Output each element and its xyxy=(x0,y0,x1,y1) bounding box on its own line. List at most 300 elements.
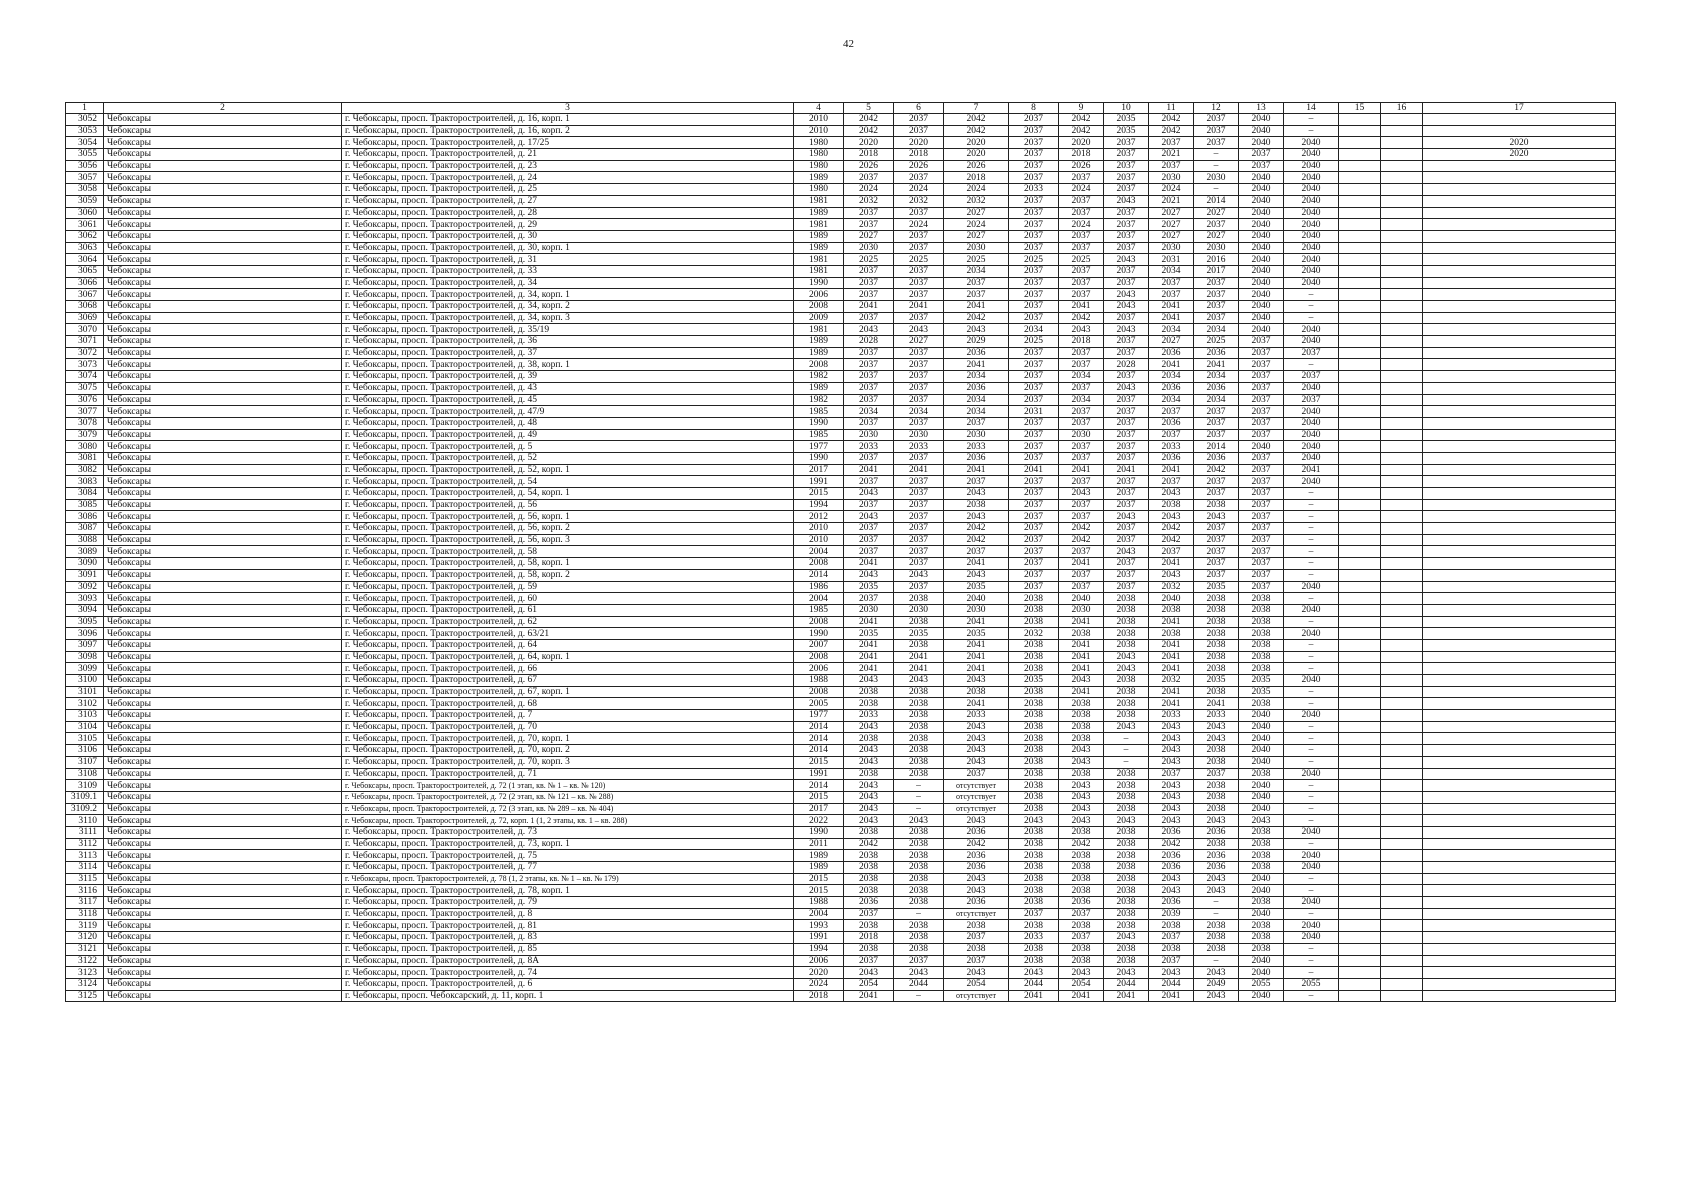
value-cell: 1986 xyxy=(794,581,844,593)
value-cell: 2042 xyxy=(1059,534,1104,546)
value-cell: 2040 xyxy=(1284,897,1339,909)
value-cell: 2038 xyxy=(1104,791,1149,803)
value-cell: 2038 xyxy=(1059,920,1104,932)
value-cell: 2043 xyxy=(1059,803,1104,815)
value-cell: 2034 xyxy=(1194,371,1239,383)
value-cell: 2038 xyxy=(1059,628,1104,640)
locality-cell: Чебоксары xyxy=(104,289,342,301)
value-cell xyxy=(1381,429,1423,441)
value-cell: 2038 xyxy=(1104,768,1149,780)
value-cell: 2037 xyxy=(1009,347,1059,359)
value-cell: 2042 xyxy=(944,523,1009,535)
value-cell: 2035 xyxy=(1194,581,1239,593)
value-cell xyxy=(1339,651,1381,663)
value-cell xyxy=(1339,838,1381,850)
table-row xyxy=(66,803,1616,815)
locality-cell: Чебоксары xyxy=(104,195,342,207)
value-cell: 2037 xyxy=(1059,441,1104,453)
table-row xyxy=(66,429,1616,441)
value-cell xyxy=(1381,990,1423,1002)
value-cell: 2037 xyxy=(1239,581,1284,593)
value-cell: – xyxy=(1284,651,1339,663)
value-cell: 2038 xyxy=(894,745,944,757)
value-cell: 2043 xyxy=(1104,195,1149,207)
value-cell: 2037 xyxy=(1149,476,1194,488)
value-cell: 2037 xyxy=(1194,125,1239,137)
value-cell: 2038 xyxy=(894,826,944,838)
value-cell: 2037 xyxy=(894,359,944,371)
column-header: 14 xyxy=(1284,103,1339,114)
value-cell: 2038 xyxy=(1009,955,1059,967)
value-cell: – xyxy=(1284,499,1339,511)
value-cell xyxy=(1423,371,1616,383)
value-cell: 2037 xyxy=(844,265,894,277)
value-cell: 1981 xyxy=(794,195,844,207)
table-row xyxy=(66,604,1616,616)
column-header: 16 xyxy=(1381,103,1423,114)
value-cell: 2034 xyxy=(1194,324,1239,336)
locality-cell: Чебоксары xyxy=(104,184,342,196)
value-cell: 2037 xyxy=(894,558,944,570)
locality-cell: Чебоксары xyxy=(104,686,342,698)
value-cell xyxy=(1423,803,1616,815)
value-cell: 2028 xyxy=(844,336,894,348)
address-cell: г. Чебоксары, просп. Тракторостроителей, д. 56, корп. 3 xyxy=(342,534,794,546)
value-cell: 2043 xyxy=(844,511,894,523)
address-cell: г. Чебоксары, просп. Тракторостроителей, д. 21 xyxy=(342,149,794,161)
address-cell: г. Чебоксары, просп. Тракторостроителей, д. 37 xyxy=(342,347,794,359)
address-cell: г. Чебоксары, просп. Тракторостроителей, д. 75 xyxy=(342,850,794,862)
table-row xyxy=(66,826,1616,838)
value-cell xyxy=(1381,721,1423,733)
value-cell: 2037 xyxy=(1194,523,1239,535)
value-cell: 2037 xyxy=(1009,394,1059,406)
value-cell: 2037 xyxy=(844,219,894,231)
value-cell: 2043 xyxy=(1194,873,1239,885)
value-cell: 2033 xyxy=(1009,184,1059,196)
value-cell: 2038 xyxy=(1009,838,1059,850)
table-row xyxy=(66,417,1616,429)
table-row xyxy=(66,780,1616,792)
value-cell: – xyxy=(1284,745,1339,757)
value-cell xyxy=(1423,172,1616,184)
value-cell: 2025 xyxy=(1194,336,1239,348)
value-cell xyxy=(1381,885,1423,897)
locality-cell: Чебоксары xyxy=(104,359,342,371)
locality-cell: Чебоксары xyxy=(104,768,342,780)
value-cell: 2037 xyxy=(1239,371,1284,383)
value-cell: 2020 xyxy=(1059,137,1104,149)
value-cell: 2036 xyxy=(1149,862,1194,874)
value-cell: отсутствует xyxy=(944,908,1009,920)
locality-cell: Чебоксары xyxy=(104,885,342,897)
value-cell: 2032 xyxy=(1149,581,1194,593)
value-cell: 2038 xyxy=(1104,604,1149,616)
value-cell xyxy=(1423,862,1616,874)
value-cell: 2036 xyxy=(1149,826,1194,838)
value-cell: 2043 xyxy=(894,815,944,827)
value-cell: 2037 xyxy=(1239,359,1284,371)
value-cell: 2024 xyxy=(944,219,1009,231)
row-number-cell: 3091 xyxy=(66,569,104,581)
column-header: 15 xyxy=(1339,103,1381,114)
value-cell xyxy=(1381,359,1423,371)
locality-cell: Чебоксары xyxy=(104,324,342,336)
value-cell: 2043 xyxy=(1104,289,1149,301)
value-cell: 2037 xyxy=(1104,172,1149,184)
value-cell: 2036 xyxy=(944,850,1009,862)
value-cell: 2033 xyxy=(1149,710,1194,722)
value-cell: 2038 xyxy=(1009,850,1059,862)
locality-cell: Чебоксары xyxy=(104,546,342,558)
value-cell xyxy=(1339,265,1381,277)
value-cell: 2038 xyxy=(1194,745,1239,757)
value-cell: 2036 xyxy=(844,897,894,909)
address-cell: г. Чебоксары, просп. Тракторостроителей, д. 70, корп. 1 xyxy=(342,733,794,745)
value-cell xyxy=(1423,604,1616,616)
value-cell: 2038 xyxy=(1239,897,1284,909)
row-number-cell: 3056 xyxy=(66,160,104,172)
value-cell: 2038 xyxy=(1009,803,1059,815)
value-cell: 2041 xyxy=(1149,663,1194,675)
value-cell: 2037 xyxy=(1059,207,1104,219)
value-cell: 2040 xyxy=(1284,862,1339,874)
value-cell: 1988 xyxy=(794,675,844,687)
value-cell: 2040 xyxy=(1284,452,1339,464)
value-cell: 2025 xyxy=(894,254,944,266)
table-row xyxy=(66,885,1616,897)
value-cell xyxy=(1339,114,1381,126)
value-cell: 2035 xyxy=(844,581,894,593)
row-number-cell: 3103 xyxy=(66,710,104,722)
locality-cell: Чебоксары xyxy=(104,137,342,149)
value-cell xyxy=(1423,569,1616,581)
value-cell xyxy=(1423,289,1616,301)
value-cell: 2038 xyxy=(894,850,944,862)
value-cell: 2037 xyxy=(1009,125,1059,137)
row-number-cell: 3106 xyxy=(66,745,104,757)
value-cell: 2027 xyxy=(1194,207,1239,219)
row-number-cell: 3059 xyxy=(66,195,104,207)
value-cell xyxy=(1381,838,1423,850)
value-cell xyxy=(1423,441,1616,453)
table-row xyxy=(66,195,1616,207)
value-cell: – xyxy=(1284,791,1339,803)
value-cell: 2041 xyxy=(1149,639,1194,651)
value-cell: 2006 xyxy=(794,289,844,301)
value-cell: 2033 xyxy=(944,710,1009,722)
row-number-cell: 3073 xyxy=(66,359,104,371)
value-cell xyxy=(1423,943,1616,955)
table-row xyxy=(66,511,1616,523)
value-cell: 2043 xyxy=(1059,745,1104,757)
value-cell: 2037 xyxy=(894,488,944,500)
value-cell: 2042 xyxy=(944,534,1009,546)
value-cell: 2043 xyxy=(1149,511,1194,523)
value-cell: 2038 xyxy=(1009,826,1059,838)
value-cell: 2043 xyxy=(844,967,894,979)
value-cell: 1993 xyxy=(794,920,844,932)
row-number-cell: 3109.1 xyxy=(66,791,104,803)
value-cell: 2038 xyxy=(1194,780,1239,792)
row-number-cell: 3085 xyxy=(66,499,104,511)
value-cell: – xyxy=(894,791,944,803)
row-number-cell: 3094 xyxy=(66,604,104,616)
value-cell: 2040 xyxy=(1239,265,1284,277)
value-cell: 2037 xyxy=(1059,172,1104,184)
value-cell: 2043 xyxy=(944,967,1009,979)
value-cell: 1989 xyxy=(794,850,844,862)
value-cell: 2038 xyxy=(1009,721,1059,733)
value-cell: 2037 xyxy=(1009,172,1059,184)
value-cell: 2036 xyxy=(944,826,1009,838)
value-cell: 2038 xyxy=(1104,897,1149,909)
value-cell xyxy=(1339,195,1381,207)
locality-cell: Чебоксары xyxy=(104,230,342,242)
value-cell: 2038 xyxy=(1104,780,1149,792)
value-cell: – xyxy=(1284,780,1339,792)
value-cell: – xyxy=(1194,908,1239,920)
value-cell: 2038 xyxy=(844,943,894,955)
value-cell: 2044 xyxy=(1104,978,1149,990)
value-cell: 2040 xyxy=(1284,230,1339,242)
value-cell xyxy=(1339,417,1381,429)
value-cell xyxy=(1423,815,1616,827)
address-cell: г. Чебоксары, просп. Тракторостроителей, д. 70, корп. 2 xyxy=(342,745,794,757)
value-cell xyxy=(1339,639,1381,651)
value-cell: 2040 xyxy=(1239,301,1284,313)
value-cell: – xyxy=(1284,756,1339,768)
row-number-cell: 3062 xyxy=(66,230,104,242)
row-number-cell: 3123 xyxy=(66,967,104,979)
value-cell xyxy=(1381,312,1423,324)
value-cell xyxy=(1423,920,1616,932)
value-cell: 2026 xyxy=(894,160,944,172)
value-cell: 2042 xyxy=(1194,464,1239,476)
value-cell: 2038 xyxy=(1149,628,1194,640)
value-cell: 1980 xyxy=(794,137,844,149)
value-cell: 2038 xyxy=(1104,873,1149,885)
value-cell: 1980 xyxy=(794,160,844,172)
value-cell: – xyxy=(1284,511,1339,523)
value-cell: 2038 xyxy=(1104,908,1149,920)
value-cell: 2040 xyxy=(1284,581,1339,593)
row-number-cell: 3089 xyxy=(66,546,104,558)
table-row xyxy=(66,184,1616,196)
value-cell: 2040 xyxy=(1239,710,1284,722)
table-row xyxy=(66,990,1616,1002)
value-cell xyxy=(1339,675,1381,687)
value-cell: 2043 xyxy=(1104,324,1149,336)
value-cell: 2041 xyxy=(1149,558,1194,570)
value-cell xyxy=(1339,464,1381,476)
value-cell: 2018 xyxy=(894,149,944,161)
value-cell: 2038 xyxy=(1104,803,1149,815)
row-number-cell: 3108 xyxy=(66,768,104,780)
address-cell: г. Чебоксары, просп. Тракторостроителей, д. 81 xyxy=(342,920,794,932)
value-cell: 2043 xyxy=(1149,756,1194,768)
value-cell: – xyxy=(1284,289,1339,301)
table-row xyxy=(66,476,1616,488)
value-cell: 2040 xyxy=(1239,172,1284,184)
address-cell: г. Чебоксары, просп. Тракторостроителей, д. 7 xyxy=(342,710,794,722)
value-cell: 2040 xyxy=(1239,791,1284,803)
row-number-cell: 3074 xyxy=(66,371,104,383)
value-cell: 2040 xyxy=(1239,230,1284,242)
row-number-cell: 3075 xyxy=(66,382,104,394)
value-cell: 2038 xyxy=(894,862,944,874)
value-cell: 1990 xyxy=(794,417,844,429)
value-cell xyxy=(1339,125,1381,137)
value-cell xyxy=(1381,733,1423,745)
value-cell xyxy=(1381,382,1423,394)
column-header: 9 xyxy=(1059,103,1104,114)
address-cell: г. Чебоксары, просп. Тракторостроителей, д. 34 xyxy=(342,277,794,289)
value-cell xyxy=(1423,897,1616,909)
value-cell: 2038 xyxy=(1059,733,1104,745)
value-cell: 1989 xyxy=(794,230,844,242)
locality-cell: Чебоксары xyxy=(104,523,342,535)
address-cell: г. Чебоксары, просп. Тракторостроителей, д. 52 xyxy=(342,452,794,464)
value-cell: 2042 xyxy=(944,114,1009,126)
value-cell: 2043 xyxy=(1194,721,1239,733)
value-cell: 2037 xyxy=(1059,932,1104,944)
value-cell: 2043 xyxy=(844,815,894,827)
value-cell: 2037 xyxy=(1149,955,1194,967)
locality-cell: Чебоксары xyxy=(104,558,342,570)
value-cell: 2010 xyxy=(794,534,844,546)
header-row xyxy=(66,103,1616,114)
value-cell: 2037 xyxy=(1009,908,1059,920)
value-cell: 2038 xyxy=(1194,663,1239,675)
value-cell xyxy=(1381,195,1423,207)
value-cell: 2034 xyxy=(844,406,894,418)
value-cell: 2037 xyxy=(944,932,1009,944)
address-cell: г. Чебоксары, просп. Тракторостроителей, д. 30, корп. 1 xyxy=(342,242,794,254)
value-cell xyxy=(1339,312,1381,324)
value-cell: 1990 xyxy=(794,826,844,838)
value-cell: 2038 xyxy=(1009,686,1059,698)
value-cell: 2037 xyxy=(844,534,894,546)
value-cell: 2042 xyxy=(1059,312,1104,324)
value-cell: 2038 xyxy=(1009,768,1059,780)
address-cell: г. Чебоксары, просп. Тракторостроителей, д. 30 xyxy=(342,230,794,242)
value-cell: 2040 xyxy=(1284,932,1339,944)
value-cell: 2040 xyxy=(1239,207,1284,219)
value-cell xyxy=(1423,488,1616,500)
value-cell: 2037 xyxy=(1149,429,1194,441)
value-cell: 2037 xyxy=(1284,371,1339,383)
value-cell: 2037 xyxy=(1239,523,1284,535)
address-cell: г. Чебоксары, просп. Тракторостроителей, д. 71 xyxy=(342,768,794,780)
locality-cell: Чебоксары xyxy=(104,651,342,663)
value-cell: 2037 xyxy=(894,955,944,967)
value-cell: 2006 xyxy=(794,663,844,675)
row-number-cell: 3069 xyxy=(66,312,104,324)
value-cell: 2040 xyxy=(1284,336,1339,348)
value-cell: 2041 xyxy=(844,651,894,663)
value-cell: 2043 xyxy=(944,324,1009,336)
row-number-cell: 3065 xyxy=(66,265,104,277)
value-cell: 2041 xyxy=(1149,616,1194,628)
locality-cell: Чебоксары xyxy=(104,417,342,429)
value-cell xyxy=(1423,382,1616,394)
value-cell xyxy=(1423,885,1616,897)
value-cell: 2037 xyxy=(1239,382,1284,394)
value-cell xyxy=(1381,768,1423,780)
locality-cell: Чебоксары xyxy=(104,955,342,967)
value-cell: 2038 xyxy=(1009,639,1059,651)
value-cell: 2043 xyxy=(1194,733,1239,745)
value-cell xyxy=(1423,639,1616,651)
value-cell: 2038 xyxy=(1009,733,1059,745)
value-cell: 1985 xyxy=(794,429,844,441)
address-cell: г. Чебоксары, просп. Тракторостроителей, д. 62 xyxy=(342,616,794,628)
value-cell: 2037 xyxy=(1009,569,1059,581)
value-cell: 2043 xyxy=(1194,885,1239,897)
value-cell: 2037 xyxy=(1239,558,1284,570)
value-cell: 2027 xyxy=(944,207,1009,219)
value-cell: 1981 xyxy=(794,324,844,336)
table-row xyxy=(66,336,1616,348)
address-cell: г. Чебоксары, просп. Тракторостроителей, д. 33 xyxy=(342,265,794,277)
value-cell: 2030 xyxy=(1194,242,1239,254)
address-cell: г. Чебоксары, просп. Тракторостроителей, д. 35/19 xyxy=(342,324,794,336)
value-cell xyxy=(1381,943,1423,955)
value-cell: 2038 xyxy=(844,768,894,780)
value-cell: 2025 xyxy=(1009,336,1059,348)
value-cell: 2043 xyxy=(894,967,944,979)
value-cell: 2043 xyxy=(1059,967,1104,979)
value-cell: 2030 xyxy=(894,604,944,616)
table-row xyxy=(66,347,1616,359)
value-cell: 2043 xyxy=(944,745,1009,757)
value-cell: 2043 xyxy=(844,791,894,803)
value-cell: 2037 xyxy=(1059,581,1104,593)
value-cell: – xyxy=(1284,838,1339,850)
value-cell: 2037 xyxy=(944,417,1009,429)
value-cell: 2043 xyxy=(1104,967,1149,979)
value-cell: 2041 xyxy=(1149,698,1194,710)
table-row xyxy=(66,499,1616,511)
value-cell: 2038 xyxy=(894,768,944,780)
table-row xyxy=(66,207,1616,219)
value-cell xyxy=(1423,417,1616,429)
value-cell xyxy=(1381,417,1423,429)
value-cell: 2018 xyxy=(944,172,1009,184)
row-number-cell: 3058 xyxy=(66,184,104,196)
value-cell: 2037 xyxy=(1104,452,1149,464)
value-cell xyxy=(1423,312,1616,324)
value-cell: 2009 xyxy=(794,312,844,324)
value-cell: 2040 xyxy=(1284,207,1339,219)
value-cell: 2004 xyxy=(794,593,844,605)
value-cell xyxy=(1339,160,1381,172)
row-number-cell: 3072 xyxy=(66,347,104,359)
value-cell: – xyxy=(894,990,944,1002)
value-cell: 2037 xyxy=(1104,441,1149,453)
value-cell: 2038 xyxy=(1104,698,1149,710)
column-header: 6 xyxy=(894,103,944,114)
locality-cell: Чебоксары xyxy=(104,312,342,324)
value-cell: 2038 xyxy=(1149,499,1194,511)
value-cell: 2037 xyxy=(1194,289,1239,301)
value-cell: – xyxy=(1284,546,1339,558)
value-cell: 2036 xyxy=(944,897,1009,909)
row-number-cell: 3121 xyxy=(66,943,104,955)
value-cell: 2037 xyxy=(1059,406,1104,418)
value-cell xyxy=(1339,885,1381,897)
